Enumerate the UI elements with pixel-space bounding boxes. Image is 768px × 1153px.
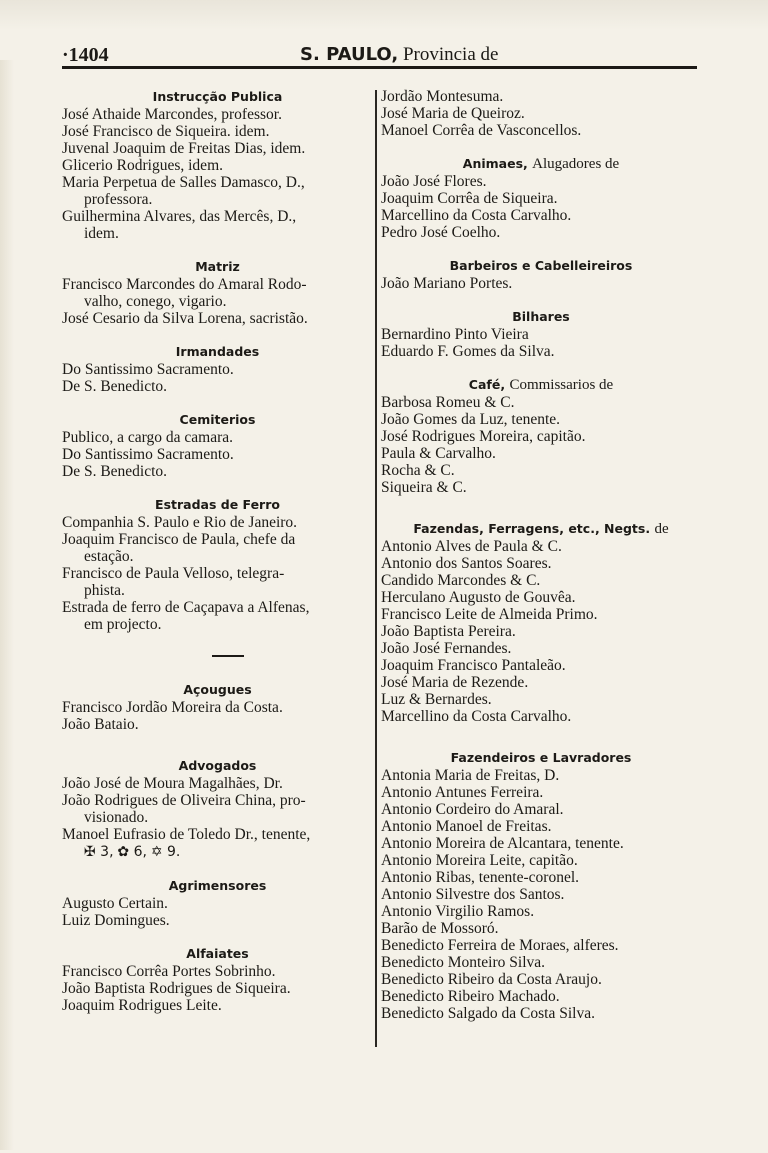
list-item: Marcellino da Costa Carvalho.: [381, 207, 572, 224]
section-fazendeiros: [381, 749, 701, 1022]
list-item: Francisco Leite de Almeida Primo.: [381, 606, 598, 623]
section-divider: [212, 655, 244, 657]
section-irmandades: [62, 343, 373, 395]
list-item: Candido Marcondes & C.: [381, 572, 541, 589]
list-item: José Maria de Queiroz.: [381, 105, 525, 122]
list-item: Herculano Augusto de Gouvêa.: [381, 589, 576, 606]
order-rose-icon: ✿ 6,: [117, 844, 147, 860]
list-item-continuation: idem.: [84, 225, 119, 242]
list-item: Glicerio Rodrigues, idem.: [62, 157, 223, 174]
section-cemiterios: [62, 411, 373, 480]
list-item-continuation: phista.: [84, 582, 125, 599]
list-item: João Gomes da Luz, tenente.: [381, 411, 561, 428]
list-item: Joaquim Corrêa de Siqueira.: [381, 190, 558, 207]
list-item: Do Santissimo Sacramento.: [62, 446, 234, 463]
list-item: José Rodrigues Moreira, capitão.: [381, 428, 586, 445]
list-item: José Cesario da Silva Lorena, sacristão.: [62, 310, 308, 327]
section-cafe: [381, 376, 701, 496]
list-item: João Baptista Pereira.: [381, 623, 516, 640]
decoration-symbols: [62, 843, 373, 861]
list-item: Eduardo F. Gomes da Silva.: [381, 343, 555, 360]
section-heading: Alfaiates: [186, 946, 249, 961]
list-item: Joaquim Rodrigues Leite.: [62, 997, 222, 1014]
list-item: Luz & Bernardes.: [381, 691, 492, 708]
list-item: Manoel Corrêa de Vasconcellos.: [381, 122, 582, 139]
list-item: Francisco Marcondes do Amaral Rodo-: [62, 276, 307, 293]
list-item: Antonio Alves de Paula & C.: [381, 538, 562, 555]
list-item: Manoel Eufrasio de Toledo Dr., tenente,: [62, 826, 311, 843]
list-item: João Rodrigues de Oliveira China, pro-: [62, 792, 306, 809]
section-heading: Fazendeiros e Lavradores: [450, 750, 632, 765]
list-item-continuation: valho, conego, vigario.: [84, 293, 227, 310]
section-heading: Barbeiros e Cabelleireiros: [449, 258, 633, 273]
list-item: Estrada de ferro de Caçapava a Alfenas,: [62, 599, 310, 616]
list-item: Francisco Corrêa Portes Sobrinho.: [62, 963, 276, 980]
section-heading: Irmandades: [175, 344, 260, 359]
order-cross-icon: ✠ 3,: [84, 844, 114, 860]
list-item: Benedicto Salgado da Costa Silva.: [381, 1005, 595, 1022]
list-item: João José Flores.: [381, 173, 487, 190]
section-barbeiros: [381, 257, 701, 292]
section-animaes: [381, 155, 701, 241]
list-item: Antonio Antunes Ferreira.: [381, 784, 544, 801]
list-item: Benedicto Ribeiro da Costa Araujo.: [381, 971, 602, 988]
list-item: Luiz Domingues.: [62, 912, 170, 929]
list-item: Publico, a cargo da camara.: [62, 429, 233, 446]
section-heading: Açougues: [183, 682, 252, 697]
list-item: Antonio Moreira Leite, capitão.: [381, 852, 578, 869]
list-item: Rocha & C.: [381, 462, 455, 479]
order-star-icon: ✡ 9.: [150, 844, 181, 860]
list-item-continuation: visionado.: [84, 809, 149, 826]
list-item: João José de Moura Magalhães, Dr.: [62, 775, 283, 792]
section-matriz: [62, 258, 373, 327]
section-heading: Café, Commissarios de: [468, 377, 614, 393]
section-heading: Advogados: [178, 758, 257, 773]
list-item: Antonio Cordeiro do Amaral.: [381, 801, 564, 818]
section-heading: Agrimensores: [168, 878, 267, 893]
list-item: Siqueira & C.: [381, 479, 467, 496]
list-item-continuation: professora.: [84, 191, 153, 208]
list-item: De S. Benedicto.: [62, 463, 168, 480]
list-item: Barbosa Romeu & C.: [381, 394, 515, 411]
section-heading: Bilhares: [512, 309, 570, 324]
section-advogados: [62, 757, 373, 861]
page-number: ·1404: [62, 44, 109, 66]
section-heading: Instrucção Publica: [152, 89, 283, 104]
list-item-continuation: em projecto.: [84, 616, 162, 633]
section-heading: Cemiterios: [179, 412, 256, 427]
section-acougues: [62, 681, 373, 733]
section-continued: [381, 88, 701, 139]
section-instrucao-publica: [62, 88, 373, 242]
list-item: Benedicto Ribeiro Machado.: [381, 988, 560, 1005]
list-item: Guilhermina Alvares, das Mercês, D.,: [62, 208, 297, 225]
list-item: Francisco Jordão Moreira da Costa.: [62, 699, 283, 716]
list-item: Bernardino Pinto Vieira: [381, 326, 529, 343]
section-alfaiates: [62, 945, 373, 1014]
section-agrimensores: [62, 877, 373, 929]
section-heading: Animaes, Alugadores de: [462, 156, 620, 172]
list-item: Do Santissimo Sacramento.: [62, 361, 234, 378]
list-item: Maria Perpetua de Salles Damasco, D.,: [62, 174, 305, 191]
right-column: [381, 88, 701, 1022]
list-item: José Francisco de Siqueira. idem.: [62, 123, 270, 140]
section-estradas-de-ferro: [62, 496, 373, 633]
column-divider: [375, 90, 377, 1047]
list-item-continuation: estação.: [84, 548, 134, 565]
list-item: José Athaide Marcondes, professor.: [62, 106, 282, 123]
list-item: Benedicto Monteiro Silva.: [381, 954, 546, 971]
running-title-province: Provincia de: [402, 44, 499, 65]
list-item: Companhia S. Paulo e Rio de Janeiro.: [62, 514, 298, 531]
list-item: Jordão Montesuma.: [381, 88, 504, 105]
page-gutter-shading: [0, 60, 14, 1150]
list-item: João Mariano Portes.: [381, 275, 513, 292]
list-item: Marcellino da Costa Carvalho.: [381, 708, 572, 725]
list-item: De S. Benedicto.: [62, 378, 168, 395]
list-item: Francisco de Paula Velloso, telegra-: [62, 565, 285, 582]
section-bilhares: [381, 308, 701, 360]
list-item: Antonio dos Santos Soares.: [381, 555, 552, 572]
section-heading: Matriz: [195, 259, 240, 274]
section-heading: Fazendas, Ferragens, etc., Negts. de: [413, 521, 669, 537]
list-item: Antonio Moreira de Alcantara, tenente.: [381, 835, 624, 852]
list-item: Juvenal Joaquim de Freitas Dias, idem.: [62, 140, 306, 157]
list-item: Pedro José Coelho.: [381, 224, 501, 241]
list-item: João José Fernandes.: [381, 640, 512, 657]
list-item: Augusto Certain.: [62, 895, 168, 912]
left-column: [62, 88, 373, 1014]
section-fazendas: [381, 520, 701, 725]
list-item: Barão de Mossoró.: [381, 920, 499, 937]
section-heading: Estradas de Ferro: [155, 497, 280, 512]
list-item: Benedicto Ferreira de Moraes, alferes.: [381, 937, 619, 954]
list-item: Joaquim Francisco de Paula, chefe da: [62, 531, 296, 548]
list-item: Antonia Maria de Freitas, D.: [381, 767, 560, 784]
list-item: Joaquim Francisco Pantaleão.: [381, 657, 566, 674]
list-item: Paula & Carvalho.: [381, 445, 496, 462]
running-title-city: S. PAULO,: [300, 44, 399, 65]
page-edge-shading: [0, 0, 768, 30]
list-item: Antonio Manoel de Freitas.: [381, 818, 552, 835]
page-header: [62, 42, 697, 69]
list-item: Antonio Ribas, tenente-coronel.: [381, 869, 580, 886]
list-item: José Maria de Rezende.: [381, 674, 529, 691]
list-item: Antonio Virgilio Ramos.: [381, 903, 535, 920]
running-title: [300, 44, 498, 66]
list-item: João Bataio.: [62, 716, 139, 733]
list-item: Antonio Silvestre dos Santos.: [381, 886, 565, 903]
list-item: João Baptista Rodrigues de Siqueira.: [62, 980, 291, 997]
